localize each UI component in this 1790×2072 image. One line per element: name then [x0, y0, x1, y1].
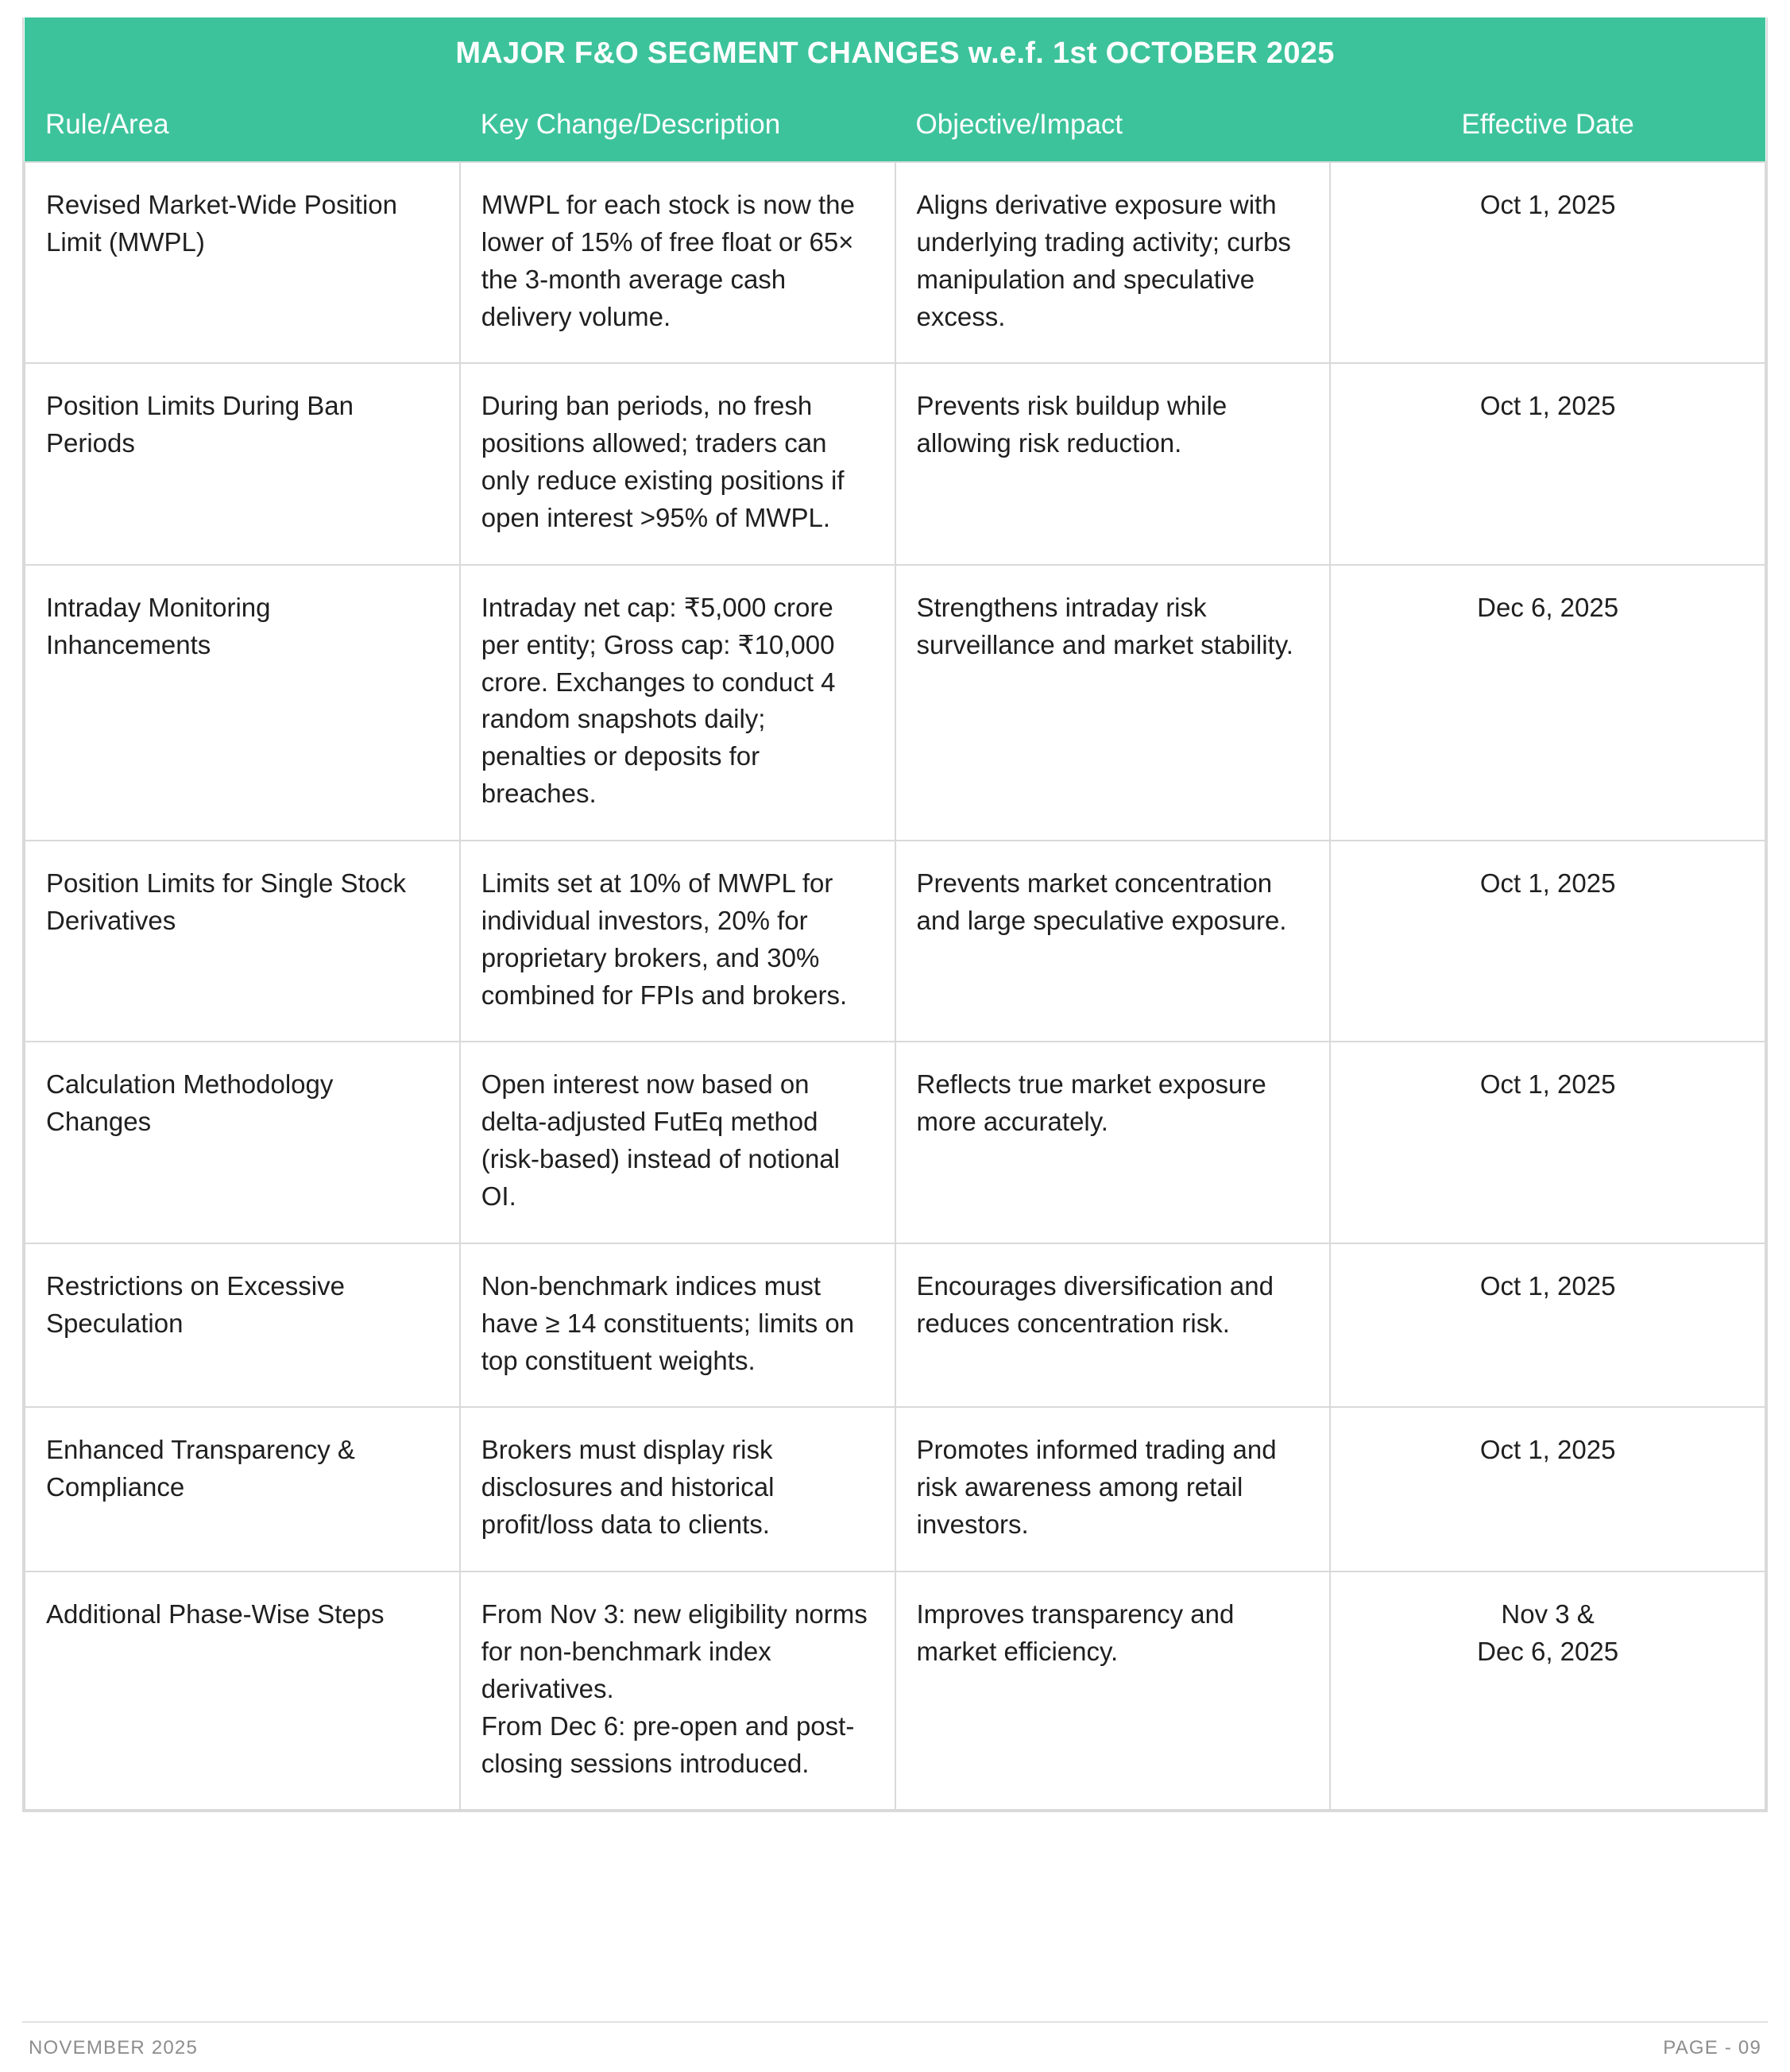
cell-rule-area: Enhanced Transparency & Compliance	[25, 1407, 460, 1571]
cell-objective: Encourages diversification and reduces concentration risk.	[895, 1243, 1331, 1408]
cell-effective-date: Oct 1, 2025	[1330, 1407, 1765, 1571]
column-header-key-change: Key Change/Description	[460, 91, 895, 162]
table-row	[25, 162, 1765, 363]
cell-key-change: Limits set at 10% of MWPL for individual investors, 20% for proprietary brokers, and 30% combined for FPIs and brokers.	[460, 841, 895, 1042]
table-row	[25, 1571, 1765, 1810]
cell-effective-date: Oct 1, 2025	[1330, 162, 1765, 363]
table-row	[25, 1042, 1765, 1243]
cell-objective: Strengthens intraday risk surveillance and market stability.	[895, 565, 1331, 841]
cell-rule-area: Position Limits During Ban Periods	[25, 363, 460, 564]
cell-rule-area: Restrictions on Excessive Speculation	[25, 1243, 460, 1408]
fno-changes-table	[24, 17, 1766, 1811]
cell-rule-area: Calculation Methodology Changes	[25, 1042, 460, 1243]
cell-effective-date: Oct 1, 2025	[1330, 363, 1765, 564]
cell-rule-area: Position Limits for Single Stock Derivatives	[25, 841, 460, 1042]
column-header-objective-impact: Objective/Impact	[895, 91, 1331, 162]
table-row	[25, 565, 1765, 841]
column-header-effective-date: Effective Date	[1330, 91, 1765, 162]
cell-objective: Aligns derivative exposure with underlying trading activity; curbs manipulation and speculative excess.	[895, 162, 1331, 363]
cell-key-change-line-1: From Nov 3: new eligibility norms for non-benchmark index derivatives.	[481, 1599, 868, 1703]
cell-objective: Reflects true market exposure more accurately.	[895, 1042, 1331, 1243]
cell-effective-date-line-2: Dec 6, 2025	[1477, 1636, 1619, 1666]
cell-objective: Promotes informed trading and risk awareness among retail investors.	[895, 1407, 1331, 1571]
cell-objective: Improves transparency and market efficiency.	[895, 1571, 1331, 1810]
table-row	[25, 1407, 1765, 1571]
cell-effective-date: Oct 1, 2025	[1330, 1042, 1765, 1243]
cell-effective-date-line-1: Nov 3 &	[1501, 1599, 1595, 1629]
cell-key-change: Brokers must display risk disclosures and historical profit/loss data to clients.	[460, 1407, 895, 1571]
cell-key-change: Open interest now based on delta-adjusted FutEq method (risk-based) instead of notional OI.	[460, 1042, 895, 1243]
cell-effective-date	[1330, 1571, 1765, 1810]
table-row	[25, 841, 1765, 1042]
cell-key-change: Intraday net cap: ₹5,000 crore per entity; Gross cap: ₹10,000 crore. Exchanges to conduct 4 random snapshots daily; penalties or deposits for breaches.	[460, 565, 895, 841]
page-footer	[22, 2021, 1768, 2072]
cell-effective-date: Dec 6, 2025	[1330, 565, 1765, 841]
table-row	[25, 1243, 1765, 1408]
page-title: MAJOR F&O SEGMENT CHANGES w.e.f. 1st OCTOBER 2025	[25, 17, 1765, 91]
cell-key-change-line-2: From Dec 6: pre-open and post-closing sessions introduced.	[481, 1711, 855, 1778]
cell-rule-area: Revised Market-Wide Position Limit (MWPL)	[25, 162, 460, 363]
cell-key-change	[460, 162, 895, 363]
cell-rule-area: Intraday Monitoring Inhancements	[25, 565, 460, 841]
cell-effective-date: Oct 1, 2025	[1330, 841, 1765, 1042]
cell-key-change	[460, 1571, 895, 1810]
column-header-rule-area: Rule/Area	[25, 91, 460, 162]
cell-rule-area: Additional Phase-Wise Steps	[25, 1571, 460, 1810]
table-row	[25, 363, 1765, 564]
footer-page-number: PAGE - 09	[1663, 2037, 1761, 2058]
cell-objective: Prevents market concentration and large speculative exposure.	[895, 841, 1331, 1042]
table-header-row	[25, 91, 1765, 162]
table-container	[22, 17, 1768, 1812]
cell-key-change: During ban periods, no fresh positions allowed; traders can only reduce existing positions if open interest >95% of MWPL.	[460, 363, 895, 564]
cell-key-change: Non-benchmark indices must have ≥ 14 constituents; limits on top constituent weights.	[460, 1243, 895, 1408]
cell-key-change-text: MWPL for each stock is now the lower of 15% of free float or 65× the 3-month average cash delivery volume.	[481, 190, 855, 331]
table-title-row	[25, 17, 1765, 91]
cell-effective-date: Oct 1, 2025	[1330, 1243, 1765, 1408]
footer-issue-date: NOVEMBER 2025	[29, 2037, 199, 2058]
cell-objective: Prevents risk buildup while allowing risk reduction.	[895, 363, 1331, 564]
